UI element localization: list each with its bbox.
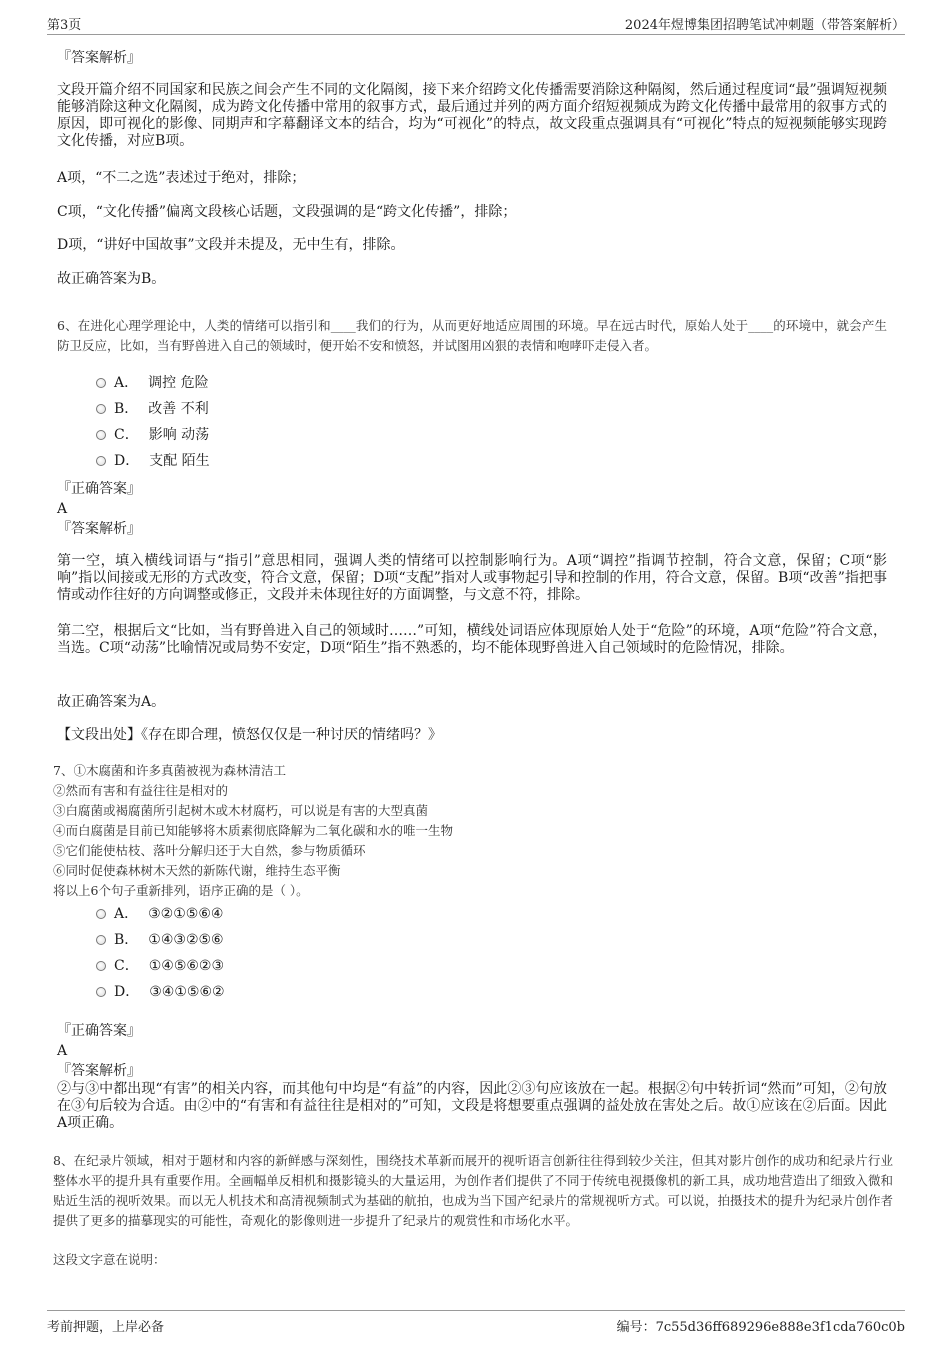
q5-conclusion: 故正确答案为B。 — [57, 271, 166, 287]
q6-option-c[interactable] — [96, 426, 209, 444]
q7-option-a[interactable] — [96, 905, 223, 923]
q5-analysis-block — [57, 82, 887, 150]
q7-option-text: ③④①⑤⑥② — [149, 984, 225, 1000]
q5-analysis-a: A项，“不二之选”表述过于绝对，排除； — [57, 170, 306, 186]
q6-option-a[interactable] — [96, 374, 209, 392]
radio-icon[interactable] — [96, 404, 106, 414]
page-number: 第3页 — [47, 18, 82, 33]
radio-icon[interactable] — [96, 987, 106, 997]
radio-icon[interactable] — [96, 456, 106, 466]
q6-analysis-block-1 — [57, 553, 887, 604]
q5-analysis-c: C项，“文化传播”偏离文段核心话题，文段强调的是“跨文化传播”，排除； — [57, 204, 517, 220]
q7-line: ⑤它们能使枯枝、落叶分解归还于大自然，参与物质循环 — [53, 843, 366, 858]
q5-analysis-text: 文段开篇介绍不同国家和民族之间会产生不同的文化隔阂，接下来介绍跨文化传播需要消除这种隔阂，然后通过程度词“最”强调短视频能够消除这种文化隔阂，成为跨文化传播中常用的叙事方式，最后通过并列的两方面介绍短视频成为跨文化传播中最常用的叙事方式的原因，即可视化的影像、同期声和字幕翻译文本的结合，均为“可视化”的特点，故文段重点强调具有“可视化”特点的短视频能够实现跨文化传播，对应B项。 — [57, 82, 887, 149]
q6-analysis-p1: 第一空，填入横线词语与“指引”意思相同，强调人类的情绪可以控制影响行为。A项“调控”指调节控制，符合文意，保留；C项“影响”指以间接或无形的方式改变，符合文意，保留；D项“支配”指对人或事物起引导和控制的作用，符合文意，保留。B项“改善”指把事情或动作往好的方向调整或修正，文段并未体现往好的方面调整，与文意不符，排除。 — [57, 553, 887, 603]
q5-conclusion-block — [57, 269, 887, 289]
radio-icon[interactable] — [96, 935, 106, 945]
q6-option-key: D． — [114, 453, 140, 469]
q8-stem-block — [53, 1151, 893, 1231]
q7-option-key: D． — [114, 984, 140, 1000]
q8-prompt-block — [53, 1250, 883, 1270]
q7-answer-block — [57, 1021, 887, 1132]
q6-option-b[interactable] — [96, 400, 209, 418]
page-footer — [47, 1310, 905, 1336]
q6-analysis-block-2 — [57, 623, 887, 657]
q6-option-text: 支配 陌生 — [149, 453, 210, 469]
q7-option-c[interactable] — [96, 957, 224, 975]
q7-option-text: ①④③②⑤⑥ — [148, 932, 224, 948]
q6-option-text: 影响 动荡 — [148, 427, 210, 443]
footer-slogan: 考前押题，上岸必备 — [47, 1320, 165, 1335]
q5-analysis-c-block — [57, 202, 887, 222]
q5-analysis-a-block — [57, 168, 887, 188]
q7-question: 将以上6个句子重新排列，语序正确的是（ ）。 — [53, 883, 309, 898]
q6-option-key: C． — [114, 427, 139, 443]
q7-option-key: C． — [114, 958, 139, 974]
radio-icon[interactable] — [96, 430, 106, 440]
q7-line: ③白腐菌或褐腐菌所引起树木或木材腐朽，可以说是有害的大型真菌 — [53, 803, 429, 818]
q7-line: 7、①木腐菌和许多真菌被视为森林清洁工 — [53, 763, 286, 778]
q5-analysis-label-block — [57, 48, 887, 68]
q7-stem-block — [53, 761, 883, 901]
q7-line: ②然而有害和有益往往是相对的 — [53, 783, 229, 798]
q5-analysis-d-block — [57, 235, 887, 255]
q6-option-key: B． — [114, 401, 139, 417]
q7-analysis: ②与③中都出现“有害”的相关内容，而其他句中均是“有益”的内容，因此②③句应该放在一起。根据②句中转折词“然而”可知，②句放在③句后较为合适。由②中的“有害和有益往往是相对的”可知，文段是将想要重点强调的益处放在害处之后。故①应该在②后面。因此A项正确。 — [57, 1081, 887, 1131]
q6-analysis-label: 『答案解析』 — [57, 521, 141, 537]
q6-source-block — [57, 725, 887, 745]
q7-option-text: ①④⑤⑥②③ — [148, 958, 225, 974]
q7-option-key: B． — [114, 932, 139, 948]
q7-option-key: A． — [114, 906, 139, 922]
q6-answer-label: 『正确答案』 — [57, 481, 141, 497]
radio-icon[interactable] — [96, 961, 106, 971]
q6-analysis-p2: 第二空，根据后文“比如，当有野兽进入自己的领域时……”可知，横线处词语应体现原始人处于“危险”的环境，A项“危险”符合文意，当选。C项“动荡”比喻情况或局势不安定，D项“陌生”指不熟悉的，均不能体现野兽进入自己领域时的危险情况，排除。 — [57, 623, 887, 656]
q6-conclusion: 故正确答案为A。 — [57, 694, 166, 710]
q7-answer: A — [57, 1043, 68, 1059]
q8-stem: 8、在纪录片领域，相对于题材和内容的新鲜感与深刻性，围绕技术革新而展开的视听语言创新往往得到较少关注，但其对影片创作的成功和纪录片行业整体水平的提升具有重要作用。全画幅单反相机和摄影镜头的大量运用，为创作者们提供了不同于传统电视摄像机的新工具，成功地营造出了细致入微和贴近生活的视听效果。而以无人机技术和高清视频制式为基础的航拍，也成为当下国产纪录片的常规视听方式。可以说，拍摄技术的提升为纪录片创作者提供了更多的描摹现实的可能性，奇观化的影像则进一步提升了纪录片的观赏性和市场化水平。 — [53, 1153, 893, 1228]
q5-analysis-label: 『答案解析』 — [57, 50, 141, 66]
page-header — [47, 14, 905, 35]
q7-option-text: ③②①⑤⑥④ — [148, 906, 224, 922]
q6-option-d[interactable] — [96, 452, 210, 470]
q7-analysis-label: 『答案解析』 — [57, 1063, 141, 1079]
q6-option-text: 调控 危险 — [148, 375, 209, 391]
q7-answer-label: 『正确答案』 — [57, 1023, 141, 1039]
q6-conclusion-block — [57, 692, 887, 712]
q6-answer-block — [57, 479, 887, 539]
q7-line: ⑥同时促使森林树木天然的新陈代谢，维持生态平衡 — [53, 863, 341, 878]
q6-option-text: 改善 不利 — [148, 401, 209, 417]
q7-line: ④而白腐菌是目前已知能够将木质素彻底降解为二氧化碳和水的唯一生物 — [53, 823, 454, 838]
q6-stem: 6、在进化心理学理论中，人类的情绪可以指引和____我们的行为，从而更好地适应周围的环境。早在远古时代，原始人处于____的环境中，就会产生防卫反应，比如，当有野兽进入自己的领域时，便开始不安和愤怒，并试图用凶狠的表情和咆哮吓走侵入者。 — [57, 318, 887, 353]
q7-option-b[interactable] — [96, 931, 224, 949]
q5-analysis-d: D项，“讲好中国故事”文段并未提及，无中生有，排除。 — [57, 237, 405, 253]
q8-prompt: 这段文字意在说明： — [53, 1252, 166, 1267]
q6-answer: A — [57, 501, 68, 517]
q6-stem-block — [57, 316, 887, 356]
q6-source: 【文段出处】《存在即合理，愤怒仅仅是一种讨厌的情绪吗？》 — [57, 727, 442, 743]
q7-option-d[interactable] — [96, 983, 225, 1001]
document-title: 2024年煜博集团招聘笔试冲刺题（带答案解析） — [624, 18, 905, 33]
radio-icon[interactable] — [96, 378, 106, 388]
q6-option-key: A． — [114, 375, 139, 391]
radio-icon[interactable] — [96, 909, 106, 919]
document-code: 编号：7c55d36ff689296e888e3f1cda760c0b — [616, 1320, 905, 1335]
